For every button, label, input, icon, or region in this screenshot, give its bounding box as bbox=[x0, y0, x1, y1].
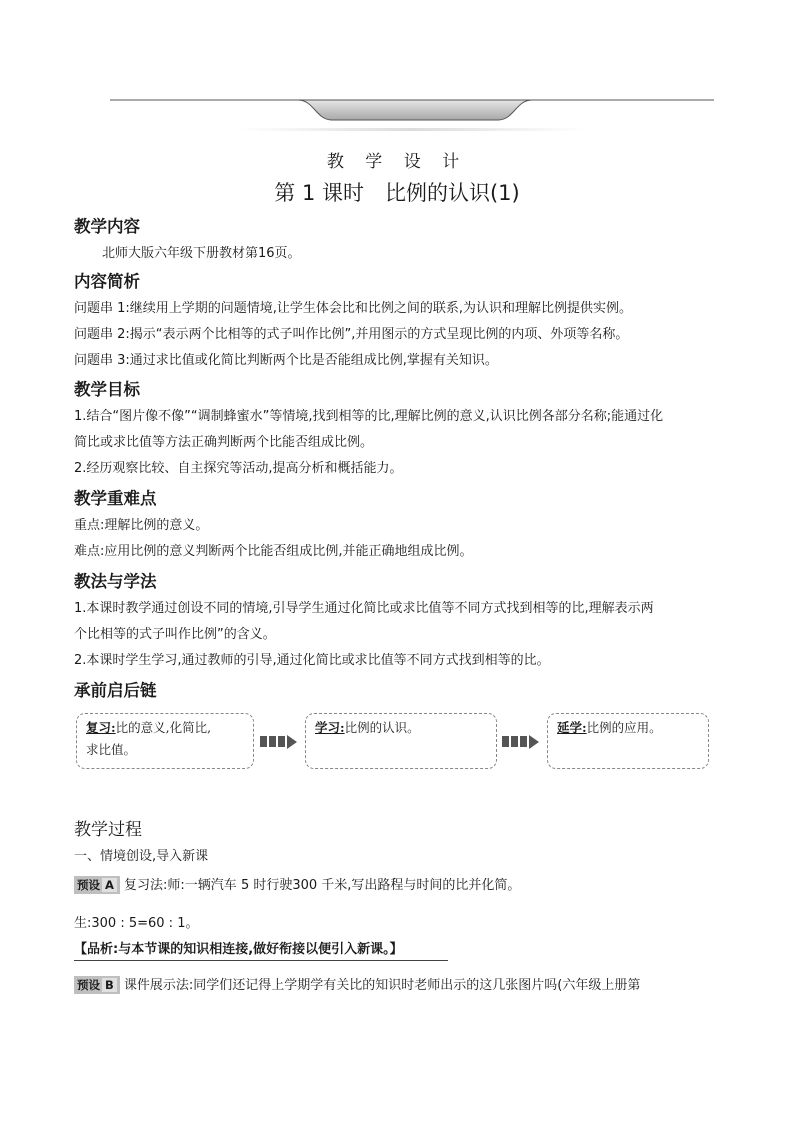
flow-box-learn bbox=[305, 713, 497, 769]
summary-line: 问题串 3:通过求比值或化简比判断两个比是否能组成比例,掌握有关知识。 bbox=[74, 353, 498, 368]
preset-badge: 预设 A bbox=[74, 876, 120, 894]
flow-label-review: 复习: bbox=[86, 720, 116, 735]
student-answer: 生:300 : 5=60 : 1。 bbox=[74, 916, 199, 931]
section-heading-summary: 内容简析 bbox=[74, 272, 140, 291]
goals-line: 简比或求比值等方法正确判断两个比能否组成比例。 bbox=[74, 435, 374, 450]
flow-arrow-icon bbox=[260, 735, 297, 749]
methods-line: 1.本课时教学通过创设不同的情境,引导学生通过化简比或求比值等不同方式找到相等的比,理解表示两 bbox=[74, 601, 654, 616]
section-heading-methods: 教法与学法 bbox=[74, 572, 157, 591]
flow-box-review bbox=[76, 713, 254, 769]
flow-text: 求比值。 bbox=[86, 742, 137, 757]
content-text: 北师大版六年级下册教材第16页。 bbox=[102, 246, 301, 261]
goals-line: 1.结合“图片像不像”“调制蜂蜜水”等情境,找到相等的比,理解比例的意义,认识比例各部分名称;能通过化 bbox=[74, 409, 664, 424]
preset-badge: 预设 B bbox=[74, 976, 120, 994]
section-heading-keypoints: 教学重难点 bbox=[74, 489, 157, 508]
lesson-title: 第 1 课时 比例的认识(1) bbox=[274, 181, 520, 205]
methods-line: 个比相等的式子叫作比例”的含义。 bbox=[74, 627, 276, 642]
keypoint-line: 重点:理解比例的意义。 bbox=[74, 518, 209, 533]
flow-label-learn: 学习: bbox=[315, 720, 345, 735]
preset-b-line bbox=[74, 974, 640, 994]
document-kicker: 教 学 设 计 bbox=[326, 152, 468, 172]
keypoint-line: 难点:应用比例的意义判断两个比能否组成比例,并能正确地组成比例。 bbox=[74, 544, 473, 559]
flow-label-extend: 延学: bbox=[557, 720, 587, 735]
section-heading-content: 教学内容 bbox=[74, 217, 140, 236]
flow-text: 比的意义,化简比, bbox=[115, 720, 212, 735]
section-heading-process: 教学过程 bbox=[74, 820, 142, 840]
goals-line: 2.经历观察比较、自主探究等活动,提高分析和概括能力。 bbox=[74, 461, 403, 476]
section-heading-goals: 教学目标 bbox=[74, 380, 140, 399]
flow-box-extend bbox=[547, 713, 709, 769]
preset-a-text: 复习法:师:一辆汽车 5 时行驶300 千米,写出路程与时间的比并化简。 bbox=[124, 878, 521, 893]
header-ornament bbox=[110, 92, 714, 134]
teaching-note: 【品析:与本节课的知识相连接,做好衔接以便引入新课。】 bbox=[74, 938, 448, 961]
flow-text: 比例的认识。 bbox=[344, 720, 420, 735]
section-heading-links: 承前启后链 bbox=[74, 681, 157, 700]
flow-text: 比例的应用。 bbox=[586, 720, 662, 735]
preset-letter: B bbox=[102, 978, 117, 992]
summary-line: 问题串 1:继续用上学期的问题情境,让学生体会比和比例之间的联系,为认识和理解比例提供实例。 bbox=[74, 301, 633, 316]
summary-line: 问题串 2:揭示“表示两个比相等的式子叫作比例”,并用图示的方式呈现比例的内项、外项等名称。 bbox=[74, 327, 629, 342]
preset-letter: A bbox=[102, 878, 117, 892]
flow-arrow-icon bbox=[502, 735, 539, 749]
process-subheading: 一、情境创设,导入新课 bbox=[74, 849, 209, 864]
preset-a-line bbox=[74, 874, 520, 894]
methods-line: 2.本课时学生学习,通过教师的引导,通过化简比或求比值等不同方式找到相等的比。 bbox=[74, 653, 550, 668]
preset-b-text: 课件展示法:同学们还记得上学期学有关比的知识时老师出示的这几张图片吗(六年级上册第 bbox=[123, 978, 641, 993]
